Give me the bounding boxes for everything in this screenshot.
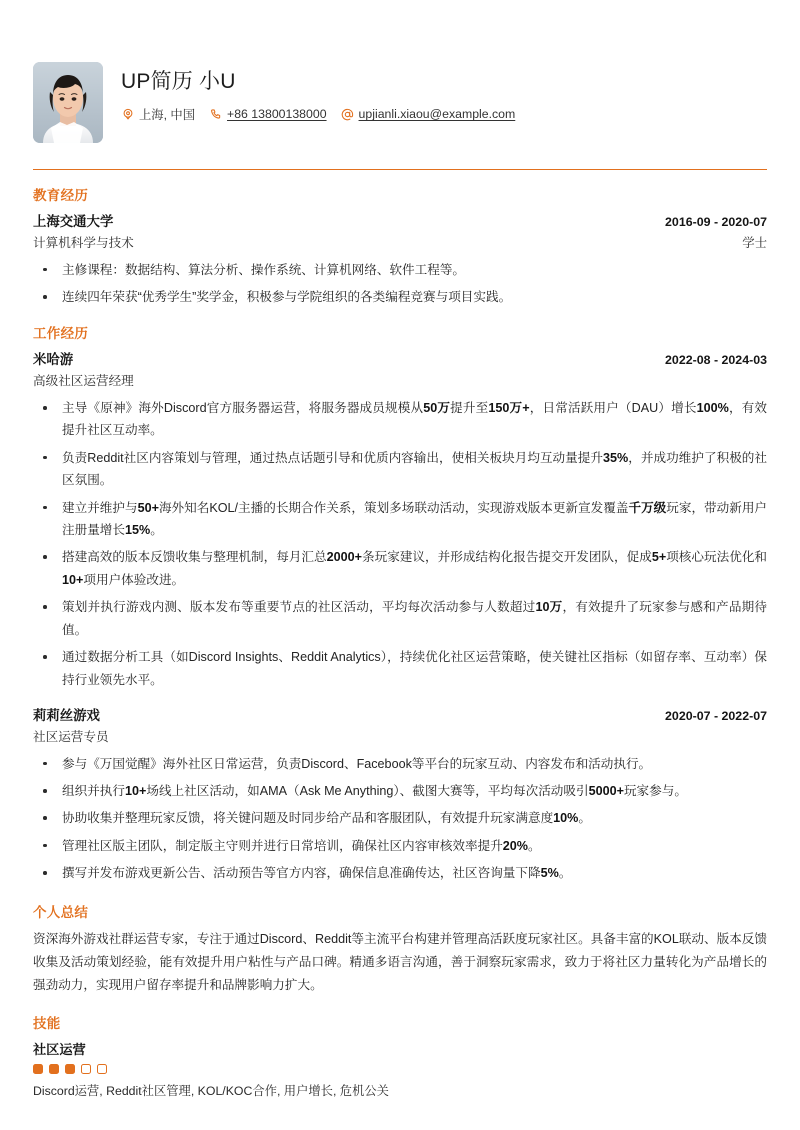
work-entry [33, 349, 767, 690]
bullet-item: 连续四年荣获“优秀学生”奖学金，积极参与学院组织的各类编程竞赛与项目实践。 [33, 286, 767, 308]
bullet-item: 搭建高效的版本反馈收集与整理机制，每月汇总2000+条玩家建议，并形成结构化报告提交开发团队，促成5+项核心玩法优化和10+项用户体验改进。 [33, 546, 767, 591]
bullet-item: 管理社区版主团队，制定版主守则并进行日常培训，确保社区内容审核效率提升20%。 [33, 835, 767, 857]
bullet-item: 策划并执行游戏内测、版本发布等重要节点的社区活动，平均每次活动参与人数超过10万，有效提升了玩家参与感和产品期待值。 [33, 596, 767, 641]
work-bullets [33, 753, 767, 885]
education-bullets [33, 259, 767, 309]
contact-location-text: 上海, 中国 [139, 108, 196, 123]
resume-header [33, 0, 767, 143]
work-title: 高级社区运营经理 [33, 374, 134, 389]
page-title: UP简历 小U [121, 70, 236, 93]
contact-phone[interactable] [209, 107, 327, 121]
header-divider [33, 169, 767, 170]
education-major: 计算机科学与技术 [33, 235, 134, 250]
work-company: 莉莉丝游戏 [33, 707, 100, 723]
bullet-item: 组织并执行10+场线上社区活动，如AMA（Ask Me Anything）、截图大赛等，平均每次活动吸引5000+玩家参与。 [33, 780, 767, 802]
summary-text: 资深海外游戏社群运营专家，专注于通过Discord、Reddit等主流平台构建并管理高活跃度玩家社区。具备丰富的KOL联动、版本反馈收集及活动策划经验，能有效提升用户粘性与产品口碑。精通多语言沟通，善于洞察玩家需求，致力于将社区力量转化为产品增长的强劲动力，实现用户留存率提升和品牌影响力扩大。 [33, 931, 767, 993]
bullet-item: 通过数据分析工具（如Discord Insights、Reddit Analytics），持续优化社区运营策略，使关键社区指标（如留存率、互动率）保持行业领先水平。 [33, 646, 767, 691]
contact-email[interactable] [341, 107, 516, 121]
section-title-work: 工作经历 [33, 326, 89, 342]
skill-item [33, 1039, 767, 1102]
at-sign-icon [341, 108, 354, 121]
bullet-item: 主导《原神》海外Discord官方服务器运营，将服务器成员规模从50万提升至150万+，日常活跃用户（DAU）增长100%，有效提升社区互动率。 [33, 397, 767, 442]
skill-level-indicator [33, 1064, 767, 1074]
work-entry-header [33, 349, 767, 371]
work-entry-subheader [33, 371, 767, 392]
section-title-summary: 个人总结 [33, 904, 89, 920]
education-date: 2016-09 - 2020-07 [665, 215, 767, 229]
education-entry-subheader [33, 233, 767, 254]
work-date: 2020-07 - 2022-07 [665, 708, 767, 723]
phone-icon [209, 108, 222, 121]
contact-phone-link[interactable]: +86 13800138000 [227, 107, 327, 122]
skill-dot-filled [33, 1064, 43, 1074]
section-summary [33, 901, 767, 998]
section-work [33, 322, 767, 884]
education-entry [33, 211, 767, 308]
section-education [33, 184, 767, 308]
skill-keywords: Discord运营, Reddit社区管理, KOL/KOC合作, 用户增长, 危机公关 [33, 1084, 389, 1099]
bullet-item: 主修课程：数据结构、算法分析、操作系统、计算机网络、软件工程等。 [33, 259, 767, 281]
bullet-item: 负责Reddit社区内容策划与管理，通过热点话题引导和优质内容输出，使相关板块月均互动量提升35%，并成功维护了积极的社区氛围。 [33, 447, 767, 492]
skill-dot-filled [49, 1064, 59, 1074]
skill-name: 社区运营 [33, 1042, 86, 1058]
location-pin-icon [121, 108, 134, 121]
work-entry-subheader [33, 727, 767, 748]
contact-list [121, 105, 767, 123]
section-title-skills: 技能 [33, 1016, 61, 1032]
section-title-education: 教育经历 [33, 188, 89, 203]
contact-email-link[interactable]: upjianli.xiaou@example.com [358, 107, 516, 122]
education-entry-header [33, 211, 767, 233]
skill-dot-empty [97, 1064, 107, 1074]
skill-dot-filled [65, 1064, 75, 1074]
skill-dot-empty [81, 1064, 91, 1074]
identity-block [121, 62, 767, 123]
contact-location [121, 105, 195, 123]
bullet-item: 参与《万国觉醒》海外社区日常运营，负责Discord、Facebook等平台的玩家互动、内容发布和活动执行。 [33, 753, 767, 775]
section-skills [33, 1012, 767, 1102]
work-bullets [33, 397, 767, 691]
bullet-item: 协助收集并整理玩家反馈，将关键问题及时同步给产品和客服团队，有效提升玩家满意度10%。 [33, 807, 767, 829]
education-school: 上海交通大学 [33, 214, 114, 229]
avatar [33, 62, 103, 143]
work-date: 2022-08 - 2024-03 [665, 353, 767, 368]
education-degree: 学士 [742, 235, 767, 250]
work-title: 社区运营专员 [33, 729, 109, 744]
bullet-item: 建立并维护与50+海外知名KOL/主播的长期合作关系，策划多场联动活动，实现游戏版本更新宣发覆盖千万级玩家，带动新用户注册量增长15%。 [33, 497, 767, 542]
work-company: 米哈游 [33, 352, 74, 368]
work-entry [33, 705, 767, 885]
bullet-item: 撰写并发布游戏更新公告、活动预告等官方内容，确保信息准确传达，社区咨询量下降5%。 [33, 862, 767, 884]
work-entry-header [33, 705, 767, 727]
